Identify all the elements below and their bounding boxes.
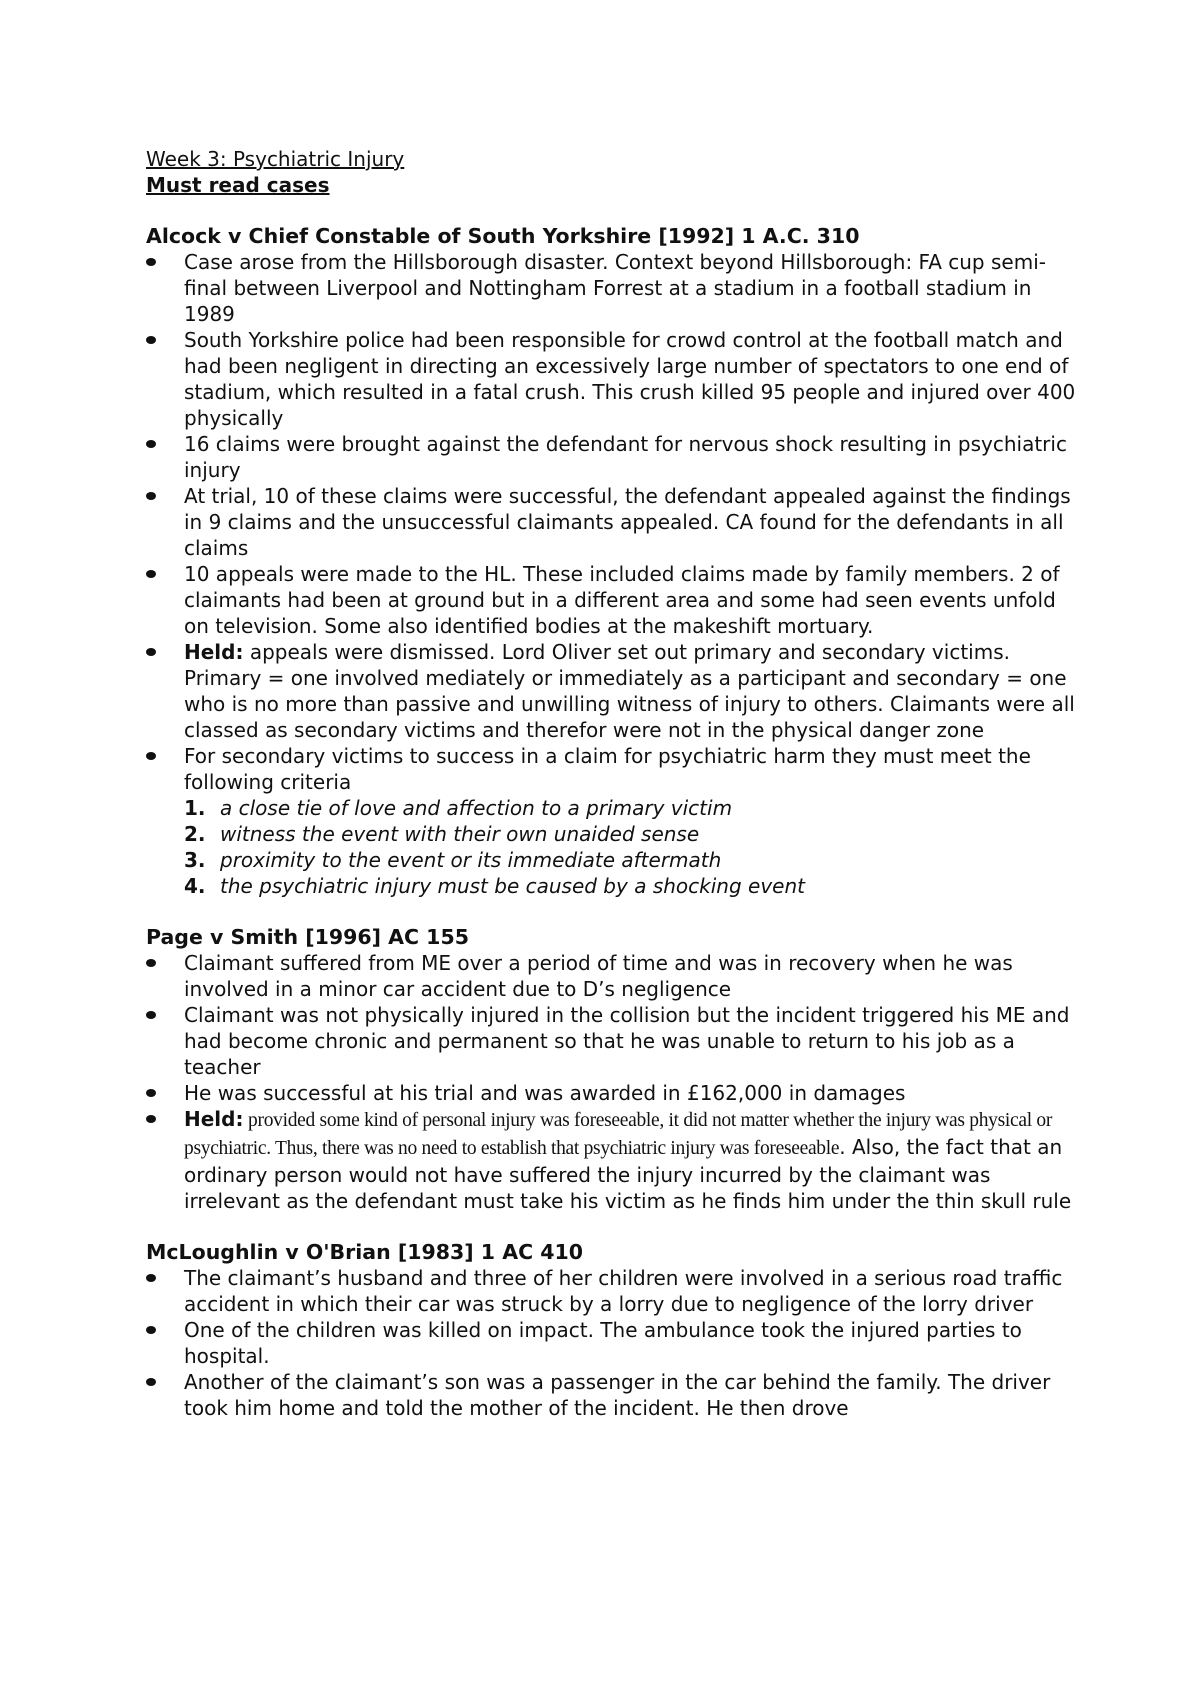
held-text: appeals were dismissed. Lord Oliver set out primary and secondary victims. Primary = one involved mediately or immediately as a participant and secondary = one who is no more than passive and unwilling witness of injury to others. Claimants were all classed as secondary victims and therefor were not in the physical danger zone <box>184 640 1075 742</box>
list-item-text: 16 claims were brought against the defendant for nervous shock resulting in psychiatric injury <box>184 432 1067 482</box>
bullet-icon <box>146 570 156 578</box>
bullet-icon <box>146 336 156 344</box>
bullet-icon <box>146 492 156 500</box>
bullet-icon <box>146 1011 156 1019</box>
list-item-text: Case arose from the Hillsborough disaster. Context beyond Hillsborough: FA cup semi-final between Liverpool and Nottingham Forrest at a stadium in a football stadium in 1989 <box>184 250 1046 326</box>
held-item <box>146 1106 1076 1214</box>
held-item <box>146 639 1076 743</box>
criteria-intro: For secondary victims to success in a claim for psychiatric harm they must meet the following criteria <box>184 744 1031 794</box>
held-serif-text: provided some kind of personal injury was foreseeable, it did not matter whether the injury was physical or psychiatric. Thus, there was no need to establish that psychiatric injury was foreseeable <box>184 1110 1053 1159</box>
case-bullet-list <box>146 950 1076 1214</box>
list-item <box>146 950 1076 1002</box>
bullet-icon <box>146 1115 156 1123</box>
list-item-text: South Yorkshire police had been responsible for crowd control at the football match and had been negligent in directing an excessively large number of spectators to one end of stadium, which resulted in a fatal crush. This crush killed 95 people and injured over 400 physically <box>184 328 1076 430</box>
bullet-icon <box>146 1274 156 1282</box>
page-title: Week 3: Psychiatric Injury <box>146 147 405 171</box>
criteria-text: witness the event with their own unaided sense <box>220 822 700 846</box>
case-bullet-list <box>146 1265 1076 1421</box>
list-item <box>146 249 1076 327</box>
bullet-icon <box>146 648 156 656</box>
case-mcloughlin <box>146 1239 1076 1421</box>
bullet-icon <box>146 1326 156 1334</box>
criteria-entry <box>184 873 1076 899</box>
list-item-text: He was successful at his trial and was awarded in £162,000 in damages <box>184 1081 906 1105</box>
document-body <box>146 146 1076 1421</box>
criteria-entry <box>184 821 1076 847</box>
criteria-text: proximity to the event or its immediate aftermath <box>220 848 722 872</box>
case-alcock <box>146 223 1076 899</box>
case-title: Alcock v Chief Constable of South Yorkshire [1992] 1 A.C. 310 <box>146 224 860 248</box>
held-label: Held: <box>184 1107 244 1131</box>
criteria-entry <box>184 795 1076 821</box>
bullet-icon <box>146 752 156 760</box>
case-page-v-smith <box>146 924 1076 1214</box>
criteria-number: 1. <box>184 796 206 820</box>
list-item <box>146 327 1076 431</box>
criteria-list <box>184 795 1076 899</box>
bullet-icon <box>146 1089 156 1097</box>
bullet-icon <box>146 1378 156 1386</box>
criteria-item <box>146 743 1076 899</box>
page-subtitle: Must read cases <box>146 173 330 197</box>
list-item <box>146 1369 1076 1421</box>
list-item <box>146 431 1076 483</box>
list-item <box>146 1265 1076 1317</box>
list-item-text: Claimant suffered from ME over a period of time and was in recovery when he was involved in a minor car accident due to D’s negligence <box>184 951 1013 1001</box>
list-item <box>146 1317 1076 1369</box>
case-bullet-list <box>146 249 1076 899</box>
list-item-text: One of the children was killed on impact. The ambulance took the injured parties to hospital. <box>184 1318 1022 1368</box>
list-item <box>146 561 1076 639</box>
criteria-entry <box>184 847 1076 873</box>
list-item <box>146 1002 1076 1080</box>
criteria-text: the psychiatric injury must be caused by a shocking event <box>220 874 805 898</box>
list-item-text: Another of the claimant’s son was a passenger in the car behind the family. The driver took him home and told the mother of the incident. He then drove <box>184 1370 1051 1420</box>
bullet-icon <box>146 959 156 967</box>
list-item-text: 10 appeals were made to the HL. These included claims made by family members. 2 of claimants had been at ground but in a different area and some had seen events unfold on television. Some also identified bodies at the makeshift mortuary. <box>184 562 1060 638</box>
criteria-number: 3. <box>184 848 206 872</box>
held-label: Held: <box>184 640 244 664</box>
list-item-text: At trial, 10 of these claims were successful, the defendant appealed against the findings in 9 claims and the unsuccessful claimants appealed. CA found for the defendants in all claims <box>184 484 1071 560</box>
criteria-number: 2. <box>184 822 206 846</box>
bullet-icon <box>146 258 156 266</box>
held-text: . Also, the fact that an ordinary person would not have suffered the injury incurred by the claimant was irrelevant as the defendant must take his victim as he finds him under the thin skull rule <box>184 1135 1072 1213</box>
list-item-text: Claimant was not physically injured in the collision but the incident triggered his ME and had become chronic and permanent so that he was unable to return to his job as a teacher <box>184 1003 1070 1079</box>
case-title: Page v Smith [1996] AC 155 <box>146 925 469 949</box>
criteria-number: 4. <box>184 874 206 898</box>
bullet-icon <box>146 440 156 448</box>
list-item <box>146 483 1076 561</box>
criteria-text: a close tie of love and affection to a primary victim <box>220 796 733 820</box>
list-item <box>146 1080 1076 1106</box>
list-item-text: The claimant’s husband and three of her children were involved in a serious road traffic accident in which their car was struck by a lorry due to negligence of the lorry driver <box>184 1266 1063 1316</box>
case-title: McLoughlin v O'Brian [1983] 1 AC 410 <box>146 1240 584 1264</box>
